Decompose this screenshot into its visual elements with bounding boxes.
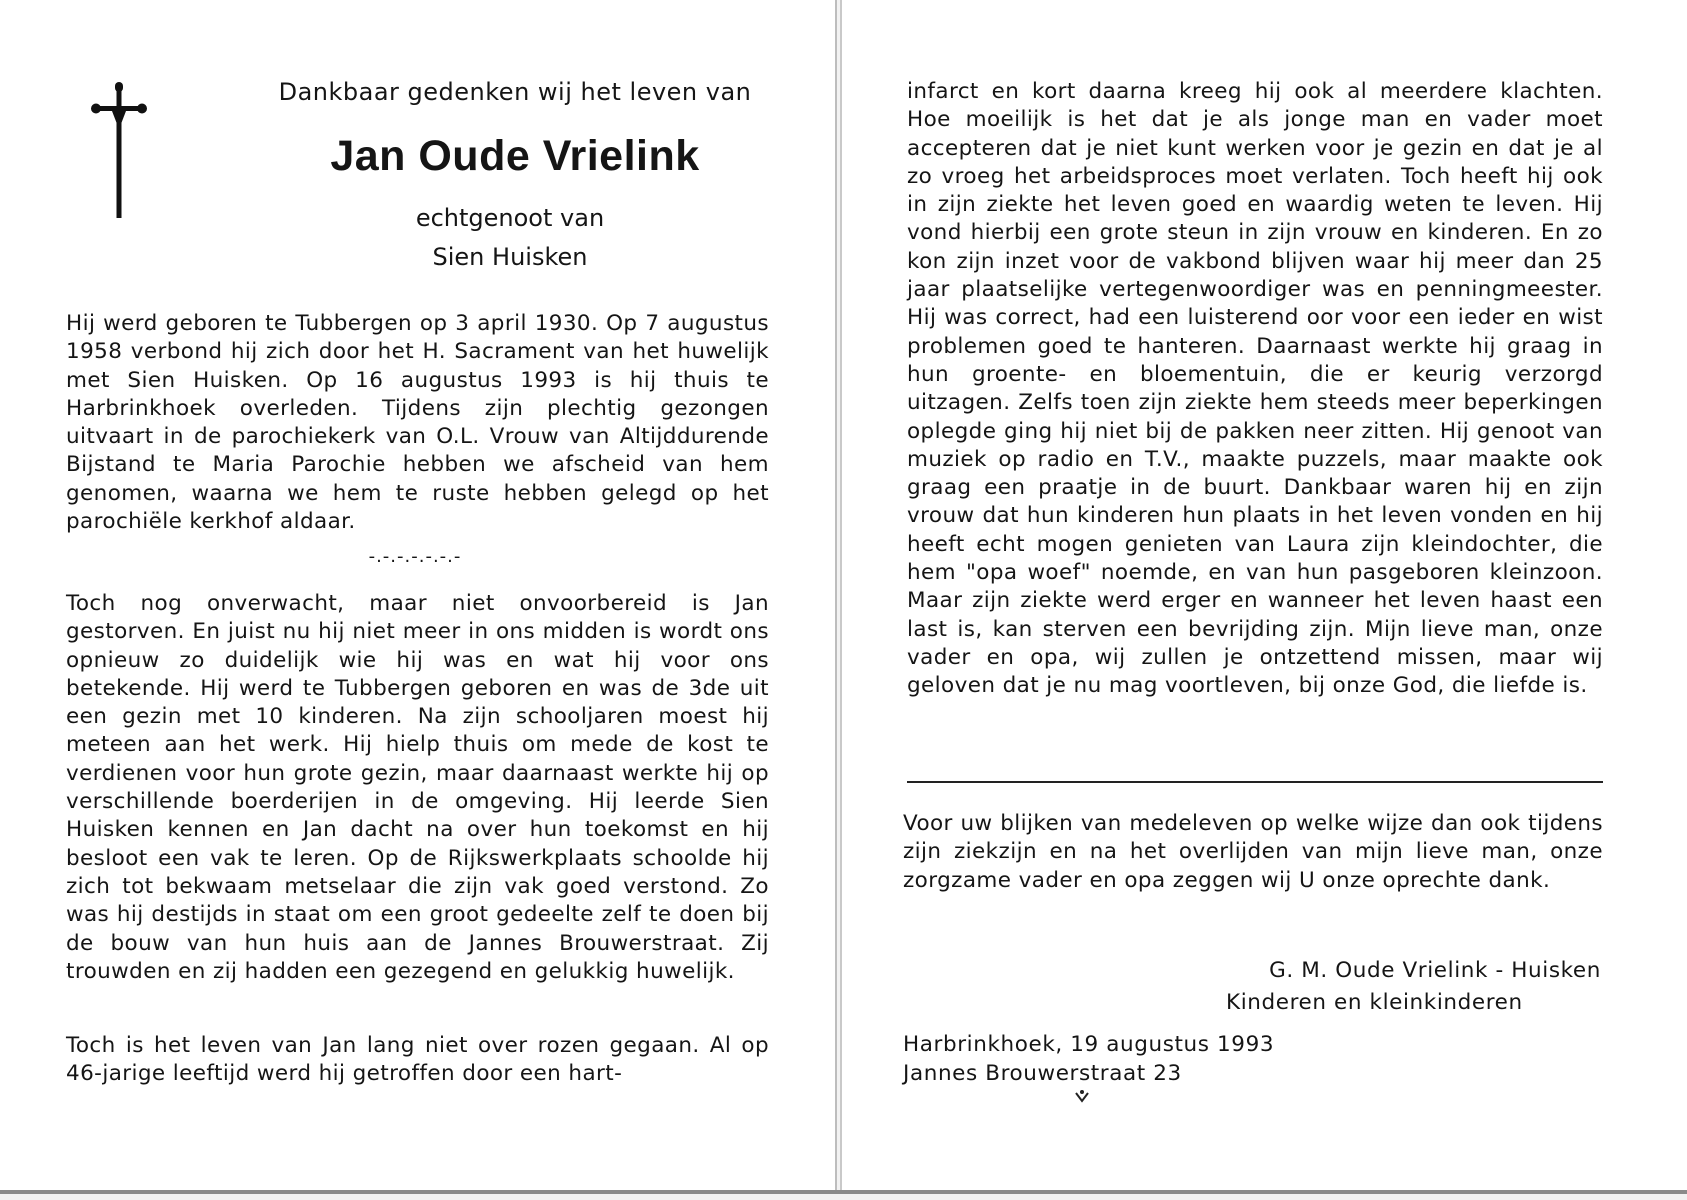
thanks-paragraph: Voor uw blijken van medeleven op welke wijze dan ook tijdens zijn ziekzijn en na het overlijden van mijn lieve man, onze zorgzame vader en opa zeggen wij U onze oprechte dank.	[903, 811, 1603, 893]
signature-block	[1226, 955, 1606, 1019]
place-date-block	[903, 1030, 1323, 1088]
deceased-name: Jan Oude Vrielink	[330, 132, 700, 180]
divider-line	[907, 781, 1603, 783]
separator: -.-.-.-.-.-.-	[368, 546, 462, 567]
biography-paragraph-1: Hij werd geboren te Tubbergen op 3 april 1930. Op 7 augustus 1958 verbond hij zich door het H. Sacrament van het huwelijk met Sien Huisken. Op 16 augustus 1993 is hij thuis te Harbrinkhoek overleden. Tijdens zijn plechtig gezongen uitvaart in de parochiekerk van O.L. Vrouw van Altijddurende Bijstand te Maria Parochie hebben we afscheid van hem genomen, waarna we hem te ruste hebben gelegd op het parochiële kerkhof aldaar.	[66, 311, 769, 535]
left-page	[0, 0, 837, 1190]
address: Jannes Brouwerstraat 23	[903, 1061, 1182, 1086]
biography-paragraph-2: Toch nog onverwacht, maar niet onvoorbereid is Jan gestorven. En juist nu hij niet meer in ons midden is wordt ons opnieuw zo duidelijk wie hij was en wat hij voor ons betekende. Hij werd te Tubbergen geboren en was de 3de uit een gezin met 10 kinderen. Na zijn schooljaren moest hij meteen aan het werk. Hij hielp thuis om mede de kost te verdienen voor hun grote gezin, maar daarnaast werkte hij op verschillende boerderijen in de omgeving. Hij leerde Sien Huisken kennen en Jan dacht na over hun toekomst en hij besloot een vak te leren. Op de Rijkswerkplaats schoolde hij zich tot bekwaam metselaar die zijn vak goed verstond. Zo was hij destijds in staat om een groot gedeelte zelf te doen bij de bouw van hun huis aan de Jannes Brouwerstraat. Zij trouwden en zij hadden een gezegend en gelukkig huwelijk.	[66, 591, 769, 984]
intro-line: Dankbaar gedenken wij het leven van	[278, 78, 752, 106]
place-date: Harbrinkhoek, 19 augustus 1993	[903, 1032, 1275, 1057]
spouse-name: Sien Huisken	[432, 243, 588, 271]
signature-children: Kinderen en kleinkinderen	[1226, 990, 1523, 1015]
spouse-label: echtgenoot van	[415, 204, 605, 232]
latin-cross-icon	[88, 78, 148, 223]
signature-family-name: G. M. Oude Vrielink - Huisken	[1269, 958, 1601, 983]
bottom-edge	[0, 1190, 1687, 1194]
printer-mark-icon	[1072, 1087, 1092, 1107]
biography-continued: infarct en kort daarna kreeg hij ook al meerdere klachten. Hoe moeilijk is het dat je als jonge man en vader moet accepteren dat je niet kunt werken voor je gezin en dat je al zo vroeg het arbeidsproces moet verlaten. Toch heeft hij ook in zijn ziekte het leven goed en waardig weten te leven. Hij vond hierbij een grote steun in zijn vrouw en kinderen. En zo kon zijn inzet voor de vakbond blijven waar hij meer dan 25 jaar plaatselijke vertegenwoordiger was en penningmeester. Hij was correct, had een luisterend oor voor een ieder en wist problemen goed te hanteren. Daarnaast werkte hij graag in hun groente- en bloementuin, die er keurig verzorgd uitzagen. Zelfs toen zijn ziekte hem steeds meer beperkingen oplegde ging hij niet bij de pakken neer zitten. Hij genoot van muziek op radio en T.V., maakte puzzels, maar maakte ook graag een praatje in de buurt. Dankbaar waren hij en zijn vrouw dat hun kinderen hun plaats in het leven vonden en hij heeft echt mogen genieten van Laura zijn kleindochter, die hem "opa woef" noemde, en van hun pasgeboren kleinzoon. Maar zijn ziekte werd erger en wanneer het leven haast een last is, kan sterven een bevrijding zijn. Mijn lieve man, onze vader en opa, wij zullen je ontzettend missen, maar wij geloven dat je nu mag voortleven, bij onze God, die liefde is.	[907, 79, 1603, 699]
biography-paragraph-3: Toch is het leven van Jan lang niet over rozen gegaan. Al op 46-jarige leeftijd werd hij getroffen door een hart-	[66, 1033, 769, 1087]
